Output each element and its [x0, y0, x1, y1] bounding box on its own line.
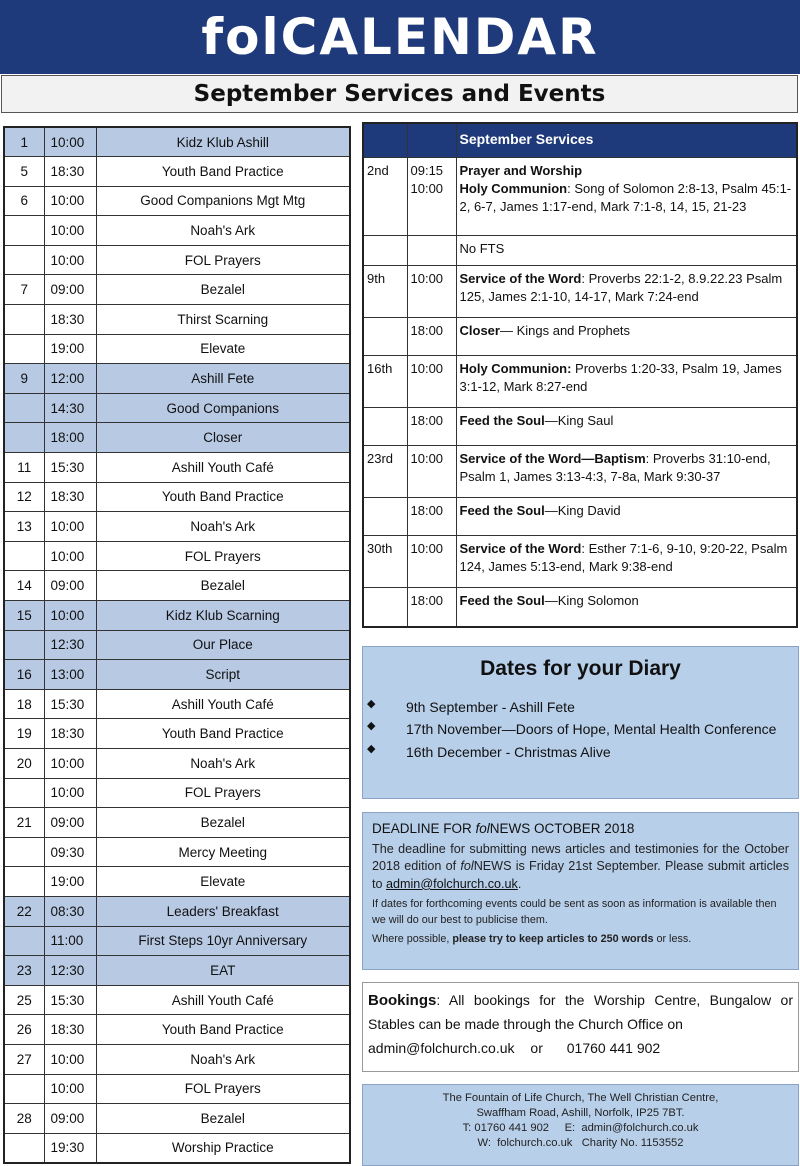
event-time: 19:30: [44, 1133, 96, 1163]
event-row: [4, 393, 350, 423]
diary-item: [363, 742, 798, 762]
event-row: [4, 867, 350, 897]
service-row: [363, 407, 797, 445]
event-day: 14: [4, 571, 44, 601]
service-readings: : Proverbs 31:10-end, Psalm 1, James 3:13-4:3, 7-8a, Mark 9:30-37: [459, 450, 771, 484]
event-day: 18: [4, 689, 44, 719]
event-name: EAT: [96, 956, 350, 986]
services-heading: September Services: [456, 123, 797, 157]
diamond-bullet-icon: ◆: [367, 698, 376, 710]
service-date: 2nd: [363, 157, 407, 235]
service-title: Feed the Soul: [459, 412, 545, 428]
diary-item-text: 9th September - Ashill Fete: [406, 699, 575, 715]
event-time: 10:00: [44, 1074, 96, 1104]
service-time: [407, 407, 456, 445]
event-row: [4, 245, 350, 275]
service-line: [460, 322, 794, 340]
event-time: 10:00: [44, 748, 96, 778]
event-day: 15: [4, 601, 44, 631]
service-title: Holy Communion:: [459, 360, 572, 376]
event-row: [4, 541, 350, 571]
service-readings: — Kings and Prophets: [499, 322, 631, 338]
diary-item-text: 17th November—Doors of Hope, Mental Health Conference: [406, 721, 777, 738]
service-time: [407, 265, 456, 317]
event-time: 10:00: [44, 778, 96, 808]
diamond-bullet-icon: ◆: [367, 720, 376, 733]
service-time: [407, 535, 456, 587]
event-day: 16: [4, 660, 44, 690]
event-day: 23: [4, 956, 44, 986]
service-row: [363, 587, 797, 627]
event-time: 12:30: [44, 956, 96, 986]
service-title: Prayer and Worship: [459, 162, 583, 178]
service-date: 16th: [363, 355, 407, 407]
service-time: [407, 587, 456, 627]
service-readings: —King Saul: [544, 412, 614, 428]
event-time: 10:00: [44, 541, 96, 571]
event-time: 15:30: [44, 689, 96, 719]
service-readings: : Proverbs 22:1-2, 8.9.22.23 Psalm 125, James 2:1-10, 14-17, Mark 7:24-end: [459, 270, 783, 304]
diary-item-text: 16th December - Christmas Alive: [406, 743, 611, 760]
service-description: [456, 587, 797, 627]
service-time-value: 18:00: [410, 322, 444, 338]
service-row: [363, 235, 797, 265]
event-day: [4, 630, 44, 660]
service-row: [363, 265, 797, 317]
event-name: Bezalel: [96, 571, 350, 601]
service-time-value: 10:00: [410, 360, 444, 376]
event-time: 14:30: [44, 393, 96, 423]
event-day: 13: [4, 512, 44, 542]
service-description: [456, 265, 797, 317]
service-time-value: 18:00: [410, 412, 444, 428]
event-name: Mercy Meeting: [96, 837, 350, 867]
event-name: Good Companions: [96, 393, 350, 423]
event-name: Noah's Ark: [96, 512, 350, 542]
event-name: Ashill Youth Café: [96, 689, 350, 719]
event-day: [4, 423, 44, 453]
event-row: [4, 601, 350, 631]
event-day: 26: [4, 1015, 44, 1045]
address-box: [362, 1084, 799, 1166]
service-title: Holy Communion: [459, 180, 568, 196]
service-time: [407, 157, 456, 235]
event-row: [4, 985, 350, 1015]
event-time: 12:30: [44, 630, 96, 660]
service-description: [456, 445, 797, 497]
event-day: 22: [4, 896, 44, 926]
service-row: [363, 535, 797, 587]
event-day: [4, 393, 44, 423]
event-name: Bezalel: [96, 1104, 350, 1134]
bookings-phone: 01760 441 902: [566, 1040, 661, 1057]
services-table: [362, 122, 798, 628]
service-description: [456, 355, 797, 407]
service-line: [460, 412, 794, 430]
event-day: 27: [4, 1044, 44, 1074]
event-name: Closer: [96, 423, 350, 453]
event-day: 9: [4, 364, 44, 394]
event-name: Ashill Youth Café: [96, 985, 350, 1015]
event-name: FOL Prayers: [96, 541, 350, 571]
bookings-box: [362, 982, 799, 1072]
deadline-email-link[interactable]: admin@folchurch.co.uk: [386, 876, 518, 891]
event-row: [4, 157, 350, 187]
service-title: Service of the Word: [459, 270, 582, 286]
diamond-bullet-icon: ◆: [367, 742, 376, 755]
event-row: [4, 719, 350, 749]
event-name: Elevate: [96, 334, 350, 364]
event-time: 13:00: [44, 660, 96, 690]
event-row: [4, 334, 350, 364]
event-time: 11:00: [44, 926, 96, 956]
event-row: [4, 896, 350, 926]
event-time: 18:30: [44, 719, 96, 749]
event-day: 21: [4, 808, 44, 838]
event-day: 28: [4, 1104, 44, 1134]
event-time: 10:00: [44, 216, 96, 246]
deadline-note-1: If dates for forthcoming events could be sent as soon as information is available then we will do our best to publicise them.: [372, 898, 777, 926]
deadline-box: [362, 812, 799, 970]
event-name: Our Place: [96, 630, 350, 660]
event-time: 09:00: [44, 1104, 96, 1134]
event-day: [4, 837, 44, 867]
deadline-title-italic: fol: [475, 821, 490, 836]
service-time: [407, 235, 456, 265]
event-row: [4, 453, 350, 483]
event-time: 10:00: [44, 127, 96, 157]
service-row: [363, 157, 797, 235]
diary-box: [362, 646, 799, 799]
diary-list: [363, 697, 798, 762]
service-line: [460, 240, 794, 258]
service-description: [456, 497, 797, 535]
event-time: 09:00: [44, 808, 96, 838]
deadline-note-2: [372, 932, 789, 948]
deadline-body-end: .: [517, 876, 522, 891]
bookings-or: or: [530, 1040, 543, 1057]
address-line-1: The Fountain of Life Church, The Well Christian Centre,: [442, 1092, 719, 1104]
event-time: 18:30: [44, 1015, 96, 1045]
event-name: Noah's Ark: [96, 216, 350, 246]
address-line-4: W: folchurch.co.uk Charity No. 1153552: [477, 1137, 684, 1150]
event-name: Bezalel: [96, 275, 350, 305]
event-day: 7: [4, 275, 44, 305]
service-title: Feed the Soul: [459, 592, 545, 608]
event-time: 10:00: [44, 512, 96, 542]
event-day: 1: [4, 127, 44, 157]
event-time: 08:30: [44, 896, 96, 926]
service-row: [363, 497, 797, 535]
service-readings: : Song of Solomon 2:8-13, Psalm 45:1-2, 6-7, James 1:17-end, Mark 7:1-8, 14, 15, 21-23: [459, 180, 792, 215]
event-name: Noah's Ark: [96, 1044, 350, 1074]
event-row: [4, 186, 350, 216]
service-time-value: 10:00: [410, 450, 444, 466]
service-readings: Proverbs 1:20-33, Psalm 19, James 3:1-12, Mark 8:27-end: [459, 360, 782, 394]
event-row: [4, 1015, 350, 1045]
page-banner-title: folCALENDAR: [0, 0, 800, 74]
bookings-label: Bookings: [368, 992, 437, 1009]
event-row: [4, 808, 350, 838]
event-row: [4, 778, 350, 808]
event-name: Ashill Youth Café: [96, 453, 350, 483]
deadline-note-2-end: or less.: [653, 933, 692, 946]
bookings-email[interactable]: admin@folchurch.co.uk: [368, 1040, 515, 1057]
service-title: Feed the Soul: [459, 502, 545, 518]
event-time: 09:00: [44, 275, 96, 305]
service-time-value: 10:00: [410, 270, 444, 286]
event-name: FOL Prayers: [96, 1074, 350, 1104]
service-description: [456, 407, 797, 445]
service-line: [460, 180, 794, 217]
service-date: 9th: [363, 265, 407, 317]
service-time-value: 18:00: [410, 502, 444, 518]
event-time: 09:30: [44, 837, 96, 867]
event-row: [4, 364, 350, 394]
event-day: 6: [4, 186, 44, 216]
service-readings: —King Solomon: [544, 592, 639, 608]
event-day: 12: [4, 482, 44, 512]
deadline-body: [372, 841, 789, 893]
deadline-title-suffix: NEWS OCTOBER 2018: [489, 821, 635, 836]
event-row: [4, 1074, 350, 1104]
service-date: 23rd: [363, 445, 407, 497]
bookings-contact-line: [368, 1037, 793, 1059]
event-name: Youth Band Practice: [96, 157, 350, 187]
service-description: [456, 317, 797, 355]
diary-title: Dates for your Diary: [480, 657, 681, 680]
service-title: Closer: [459, 322, 500, 338]
service-readings: No FTS: [459, 240, 505, 256]
deadline-title-prefix: DEADLINE FOR: [372, 821, 476, 836]
event-day: [4, 1074, 44, 1104]
event-day: [4, 541, 44, 571]
service-title: Service of the Word: [459, 540, 582, 556]
service-date: [363, 317, 407, 355]
services-header-row: [363, 123, 797, 157]
services-header-date-cell: [363, 123, 407, 157]
event-row: [4, 512, 350, 542]
service-line: [460, 592, 794, 610]
event-time: 19:00: [44, 867, 96, 897]
service-line: [460, 502, 794, 520]
deadline-body-italic: fol: [460, 859, 474, 874]
event-day: [4, 778, 44, 808]
event-day: [4, 867, 44, 897]
event-row: [4, 748, 350, 778]
event-time: 18:30: [44, 482, 96, 512]
event-row: [4, 1133, 350, 1163]
event-day: 25: [4, 985, 44, 1015]
event-time: 18:00: [44, 423, 96, 453]
event-name: Youth Band Practice: [96, 1015, 350, 1045]
service-row: [363, 445, 797, 497]
event-day: [4, 1133, 44, 1163]
event-name: Youth Band Practice: [96, 482, 350, 512]
event-time: 10:00: [44, 1044, 96, 1074]
service-date: 30th: [363, 535, 407, 587]
event-name: FOL Prayers: [96, 245, 350, 275]
deadline-note-2-start: Where possible,: [372, 933, 453, 946]
service-line: [460, 162, 794, 180]
service-date: [363, 497, 407, 535]
service-line: [460, 540, 794, 577]
event-name: Leaders' Breakfast: [96, 896, 350, 926]
service-description: [456, 235, 797, 265]
event-name: Script: [96, 660, 350, 690]
event-row: [4, 482, 350, 512]
deadline-body-mid: NEWS is Friday 21st September. Please submit articles to: [372, 859, 789, 891]
services-header-time-cell: [407, 123, 456, 157]
deadline-body-start: The deadline for submitting news articles and testimonies for the October 2018 edition of: [372, 842, 789, 874]
event-time: 12:00: [44, 364, 96, 394]
event-name: Thirst Scarning: [96, 305, 350, 335]
event-row: [4, 837, 350, 867]
service-line: [460, 360, 794, 397]
service-time: [407, 355, 456, 407]
event-name: FOL Prayers: [96, 778, 350, 808]
event-name: Kidz Klub Scarning: [96, 601, 350, 631]
service-time-value: 09:15: [410, 162, 444, 178]
service-date: [363, 587, 407, 627]
service-time-value: 10:00: [410, 540, 444, 556]
address-line-3: T: 01760 441 902 E: admin@folchurch.co.uk: [462, 1122, 699, 1135]
service-time: [407, 497, 456, 535]
event-time: 19:00: [44, 334, 96, 364]
event-row: [4, 660, 350, 690]
event-time: 10:00: [44, 601, 96, 631]
event-name: Worship Practice: [96, 1133, 350, 1163]
event-row: [4, 689, 350, 719]
event-name: Bezalel: [96, 808, 350, 838]
event-name: First Steps 10yr Anniversary: [96, 926, 350, 956]
event-name: Elevate: [96, 867, 350, 897]
event-day: [4, 245, 44, 275]
event-row: [4, 1104, 350, 1134]
service-readings: —King David: [544, 502, 621, 518]
event-name: Ashill Fete: [96, 364, 350, 394]
events-calendar-table: [3, 126, 351, 1164]
event-row: [4, 423, 350, 453]
event-day: [4, 216, 44, 246]
event-row: [4, 275, 350, 305]
event-day: 11: [4, 453, 44, 483]
bookings-text: [368, 989, 793, 1035]
deadline-title: [372, 821, 789, 836]
service-description: [456, 157, 797, 235]
event-name: Good Companions Mgt Mtg: [96, 186, 350, 216]
address-line-2: Swaffham Road, Ashill, Norfolk, IP25 7BT.: [476, 1107, 685, 1120]
event-day: 5: [4, 157, 44, 187]
event-time: 18:30: [44, 305, 96, 335]
diary-item: [363, 697, 798, 717]
service-time: [407, 317, 456, 355]
diary-item: [363, 719, 798, 739]
service-time: [407, 445, 456, 497]
service-title: Service of the Word—Baptism: [459, 450, 646, 466]
event-row: [4, 216, 350, 246]
event-time: 15:30: [44, 985, 96, 1015]
service-date: [363, 407, 407, 445]
service-readings: : Esther 7:1-6, 9-10, 9:20-22, Psalm 124, James 5:13-end, Mark 9:38-end: [459, 540, 788, 574]
event-row: [4, 630, 350, 660]
service-date: [363, 235, 407, 265]
event-day: 20: [4, 748, 44, 778]
event-row: [4, 926, 350, 956]
event-day: [4, 334, 44, 364]
event-row: [4, 1044, 350, 1074]
event-day: [4, 305, 44, 335]
service-time-value: 10:00: [410, 180, 444, 196]
event-day: [4, 926, 44, 956]
service-description: [456, 535, 797, 587]
event-name: Youth Band Practice: [96, 719, 350, 749]
bookings-body: : All bookings for the Worship Centre, Bungalow or Stables can be made through the Church Office on: [368, 992, 793, 1032]
service-row: [363, 355, 797, 407]
service-time-value: 18:00: [410, 592, 444, 608]
service-line: [460, 270, 794, 307]
deadline-note-2-bold: please try to keep articles to 250 words: [452, 933, 654, 946]
event-name: Noah's Ark: [96, 748, 350, 778]
service-row: [363, 317, 797, 355]
event-name: Kidz Klub Ashill: [96, 127, 350, 157]
event-time: 18:30: [44, 157, 96, 187]
event-row: [4, 305, 350, 335]
event-time: 10:00: [44, 245, 96, 275]
event-time: 09:00: [44, 571, 96, 601]
event-time: 15:30: [44, 453, 96, 483]
event-row: [4, 571, 350, 601]
event-row: [4, 956, 350, 986]
page-subtitle: September Services and Events: [1, 75, 798, 113]
event-day: 19: [4, 719, 44, 749]
service-line: [460, 450, 794, 487]
event-row: [4, 127, 350, 157]
event-time: 10:00: [44, 186, 96, 216]
